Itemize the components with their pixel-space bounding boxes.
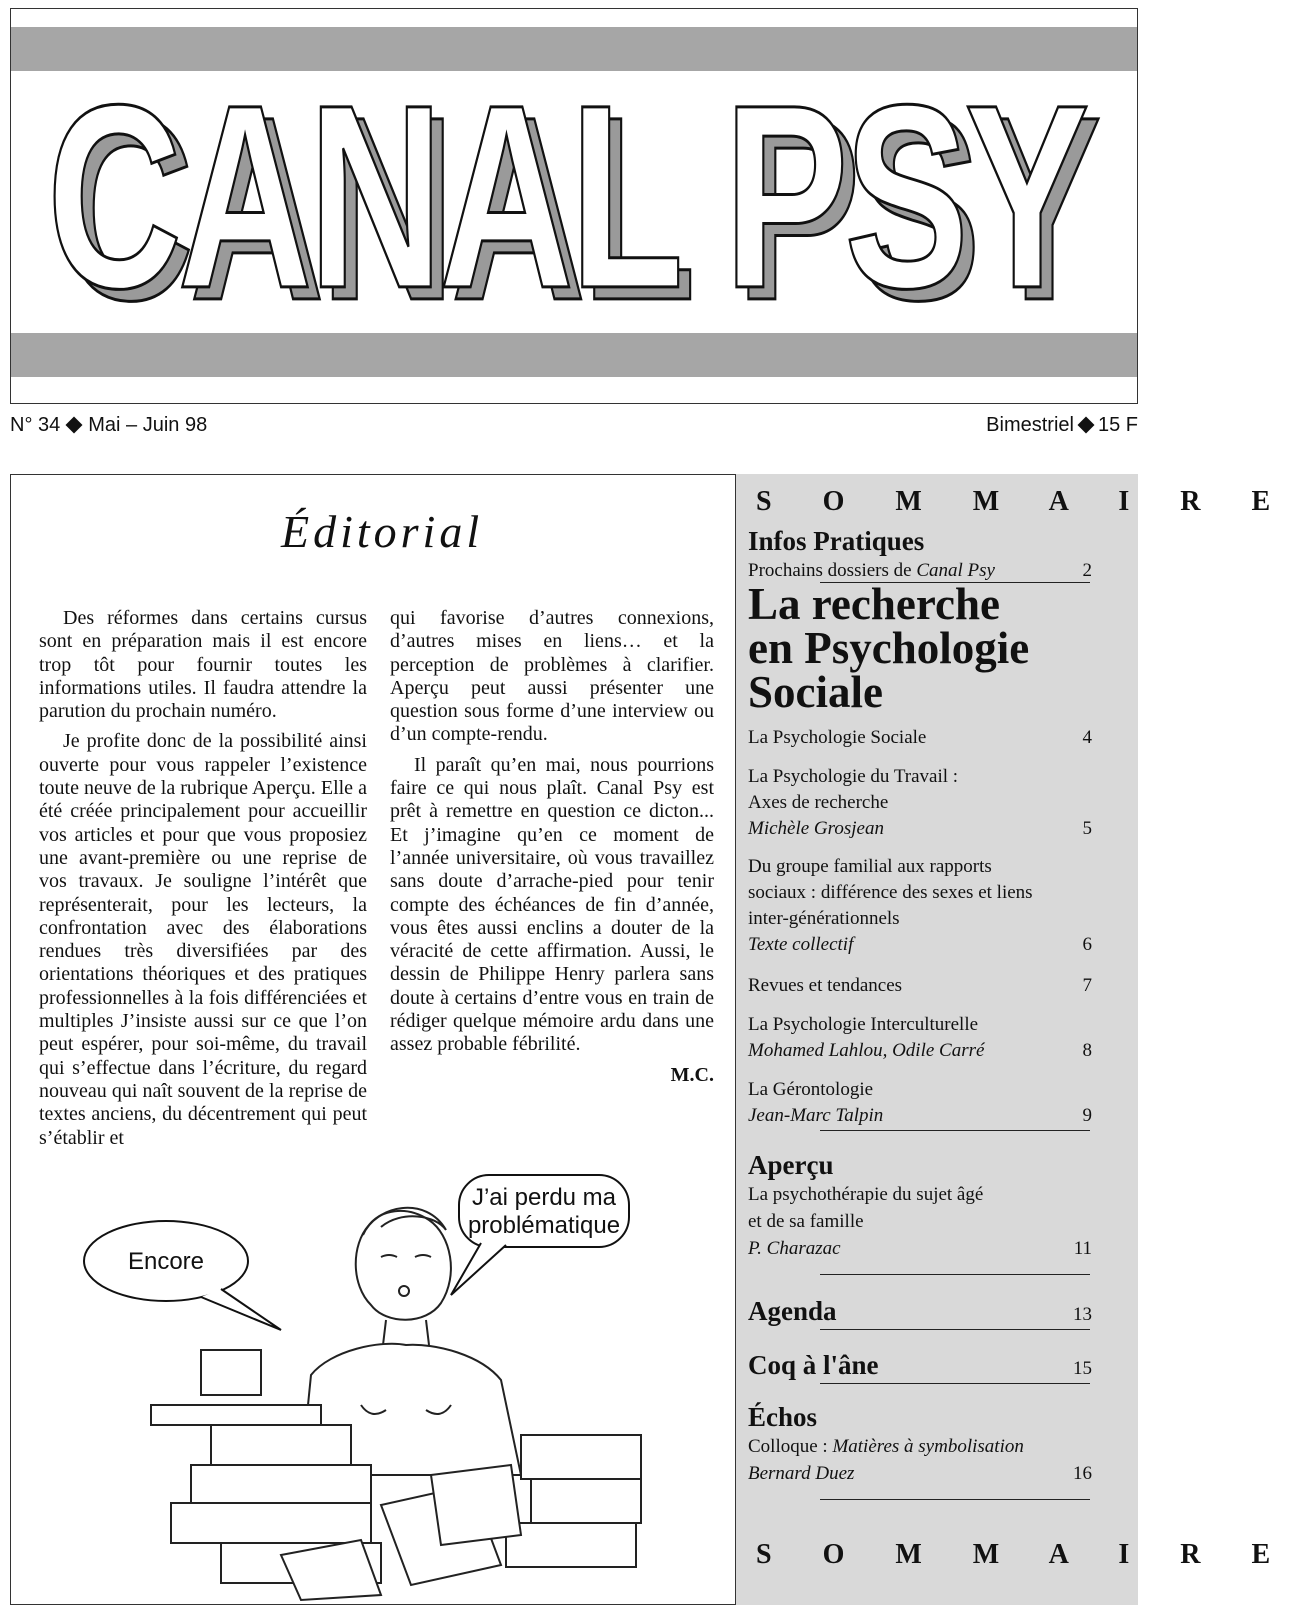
sommaire-entry[interactable] [748,725,1092,751]
svg-text:CANAL PSY: CANAL PSY [46,50,1088,343]
dossier-title-line: en Psychologie [748,623,1030,673]
editorial-column-2 [390,607,714,1087]
sommaire-heading-bottom: S O M M A I R E [756,1539,1292,1570]
bubble-left-text: Encore [127,1248,205,1275]
editorial-title: Éditorial [281,506,484,557]
entry-title: Axes de recherche [748,792,889,813]
issue-pricing [986,414,1138,437]
page-number: 4 [1082,727,1092,748]
diamond-icon [1077,416,1094,433]
sommaire-panel [735,474,1292,1605]
entry-author: Michèle Grosjean [748,818,884,839]
divider [820,1130,1090,1131]
coq-title: Coq à l'âne [748,1350,879,1380]
sommaire-apercu[interactable] [748,1150,1092,1262]
apercu-line: et de sa famille [748,1211,864,1232]
apercu-author-row [748,1235,1092,1262]
editorial-paragraph: Il paraît qu’en mai, nous pourrions faire ce qui nous plaît. Canal Psy est prêt à remettre en question ce dicton... Et j’imagine qu’en ce moment de l’année universitaire, où vous travaillez sans doute d’arrache-pied pour tenir compte des échéances de fin d’année, vous êtes aussi enclins a douter de la véracité de cette affirmation. Aussi, le dessin de Philippe Henry parlera sans doute à certains d’entre vous en train de rédiger quelque mémoire ardu dans une assez probable fébrilité. [390,753,714,1056]
sommaire-entry[interactable] [748,1012,1092,1064]
sommaire-heading: S O M M A I R E [756,486,1292,517]
entry-title: La Psychologie Interculturelle [748,1014,979,1035]
infos-entry-italic: Canal Psy [916,560,995,581]
entry-title: Revues et tendances [748,975,903,996]
sommaire-infos [748,526,1092,584]
page-number: 16 [1073,1463,1092,1484]
divider [820,1274,1090,1275]
entry-title: sociaux : différence des sexes et liens [748,882,1033,903]
entry-title: inter-générationnels [748,908,900,929]
page-number: 6 [1082,934,1092,955]
page-number: 7 [1082,975,1092,996]
echos-line-text: Colloque : [748,1436,833,1457]
sommaire-entry[interactable] [748,1077,1092,1129]
diamond-icon [66,416,83,433]
editorial-paragraph: Des réformes dans certains cursus sont en préparation mais il est encore trop tôt pour fournir toutes les informations utiles. Il faudra attendre la parution du prochain numéro. [39,607,367,723]
sommaire-entry[interactable] [748,854,1092,958]
agenda-title: Agenda [748,1296,837,1326]
editorial-paragraph: Je profite donc de la possibilité ainsi ouverte pour vous rappeler l’existence toute neuve de la rubrique Aperçu. Elle a été créée principalement pour accueillir vos articles et pour que vous proposiez une avant-première ou une reprise de vos travaux. Je souligne l’intérêt que représenterait, pour les lecteurs, la confrontation avec des élaborations rendues très diversifiées par des orientations théoriques et des pratiques professionnelles à la fois différenciées et multiples J’insiste aussi sur ce que l’on peut espérer, pour soi-même, du travail qui s’effectue dans l’écriture, du regard nouveau qui naît souvent de la reprise de textes anciens, du décentrement qui peut s’établir et [39,730,367,1149]
sommaire-entry[interactable] [748,973,1092,999]
entry-title: La Psychologie du Travail : [748,766,959,787]
issue-date: Mai – Juin 98 [88,414,208,436]
apercu-author: P. Charazac [748,1238,841,1259]
sommaire-entry[interactable] [748,764,1092,842]
speech-bubble-right [451,1175,629,1295]
entry-author: Mohamed Lahlou, Odile Carré [748,1040,985,1061]
entry-author: Texte collectif [748,934,854,955]
entry-title: La Psychologie Sociale [748,727,927,748]
editorial-column-1 [39,607,367,1157]
cartoon-illustration [51,1175,671,1600]
dossier-title-line: Sociale [748,667,883,717]
entry-author: Jean-Marc Talpin [748,1105,884,1126]
page-number: 15 [1073,1358,1092,1379]
echos-line [748,1433,1092,1460]
entry-title: La Gérontologie [748,1079,874,1100]
svg-text:CANAL PSY: CANAL PSY [58,62,1100,355]
editorial-paragraph: qui favorise d’autres connexions, d’autres mises en liens… et la perception de problèmes à clarifier. Aperçu peut aussi présenter une question sous forme d’une interview ou d’un compte-rendu. [390,607,714,746]
canal-psy-logo [11,9,1137,405]
divider [820,1499,1090,1500]
infos-entry-text: Prochains dossiers de [748,560,917,581]
page-number: 13 [1073,1304,1092,1325]
dossier-title [748,579,1030,717]
entry-title: Du groupe familial aux rapports [748,856,992,877]
sommaire-echos[interactable] [748,1402,1092,1487]
tv-box [201,1350,261,1395]
editorial-signature: M.C. [670,1063,714,1086]
sommaire-agenda[interactable] [748,1294,1092,1332]
apercu-line: La psychothérapie du sujet âgé [748,1184,984,1205]
divider [820,1329,1090,1330]
issue-info [10,414,207,437]
issue-price: 15 F [1097,414,1138,436]
apercu-title: Aperçu [748,1150,834,1180]
echos-line-italic: Matières à symbolisation [832,1436,1024,1457]
bubble-right-text-1: J’ai perdu ma [471,1184,617,1211]
page-number: 11 [1073,1238,1092,1259]
page-number: 8 [1082,1040,1092,1061]
echos-author: Bernard Duez [748,1463,855,1484]
issue-number: N° 34 [10,414,61,436]
speech-bubble-left [84,1221,281,1330]
masthead [10,8,1138,404]
page-number: 9 [1082,1105,1092,1126]
echos-author-row [748,1460,1092,1487]
issue-frequency: Bimestriel [986,414,1074,436]
page-number: 2 [1082,560,1092,581]
dossier-title-line: La recherche [748,579,1001,629]
infos-title: Infos Pratiques [748,526,925,556]
divider [820,1383,1090,1384]
page-number: 5 [1082,818,1092,839]
bubble-right-text-2: problématique [467,1212,621,1239]
echos-title: Échos [748,1402,818,1432]
sommaire-coq[interactable] [748,1348,1092,1386]
